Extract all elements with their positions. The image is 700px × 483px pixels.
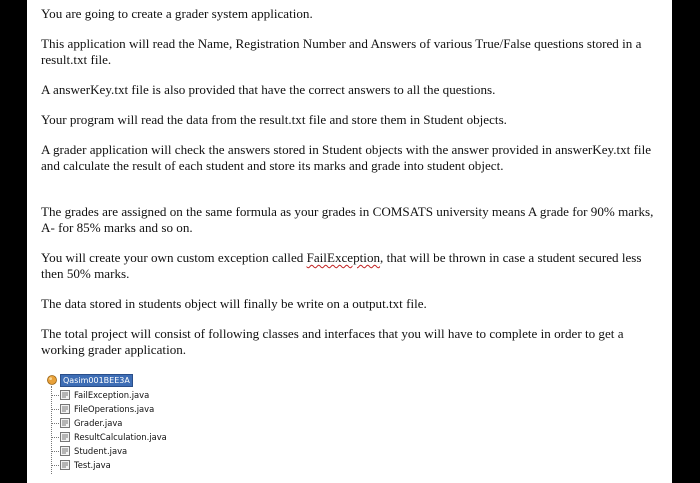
paragraph-exception (41, 250, 659, 282)
tree-file-name: Test.java (74, 460, 111, 470)
paragraph-classes: The total project will consist of following classes and interfaces that you will have to complete in order to get a working grader application. (41, 326, 624, 357)
paragraph-input-description: This application will read the Name, Registration Number and Answers of various True/False questions stored in a result.txt file. (41, 36, 642, 67)
tree-file-name: Student.java (74, 446, 128, 456)
paragraph-read-data: Your program will read the data from the result.txt file and store them in Student objects. (41, 112, 507, 127)
java-file-icon (60, 460, 70, 470)
tree-file-item[interactable] (51, 417, 251, 430)
tree-file-name: FileOperations.java (74, 404, 155, 414)
tree-file-item[interactable] (51, 431, 251, 444)
tree-file-name: ResultCalculation.java (74, 432, 167, 442)
tree-file-item[interactable] (51, 459, 251, 472)
project-root-label[interactable]: Qasim001BEE3A (60, 374, 133, 387)
document-page (27, 0, 672, 483)
java-file-icon (60, 404, 70, 414)
java-file-icon (60, 432, 70, 442)
tree-file-name: FailException.java (74, 390, 150, 400)
java-package-icon (47, 375, 57, 385)
exception-text-after: , that will be thrown in case a student secured less then 50% marks. (41, 250, 642, 281)
tree-file-item[interactable] (51, 445, 251, 458)
java-file-icon (60, 446, 70, 456)
tree-file-item[interactable] (51, 403, 251, 416)
paragraph-grader: A grader application will check the answers stored in Student objects with the answer provided in answerKey.txt file and calculate the result of each student and store its marks and grade into student object. (41, 142, 652, 173)
paragraph-grades: The grades are assigned on the same formula as your grades in COMSATS university means A grade for 90% marks, A- for 85% marks and so on. (41, 204, 654, 235)
paragraph-intro: You are going to create a grader system application. (41, 6, 313, 21)
project-tree (41, 373, 261, 483)
java-file-icon (60, 418, 70, 428)
tree-file-name: Grader.java (74, 418, 123, 428)
exception-class-name: FailException (306, 250, 381, 265)
java-file-icon (60, 390, 70, 400)
paragraph-output: The data stored in students object will finally be write on a output.txt file. (41, 296, 427, 311)
paragraph-answerkey: A answerKey.txt file is also provided that have the correct answers to all the questions. (41, 82, 496, 97)
exception-text-before: You will create your own custom exception called (41, 250, 307, 265)
tree-file-item[interactable] (51, 389, 251, 402)
